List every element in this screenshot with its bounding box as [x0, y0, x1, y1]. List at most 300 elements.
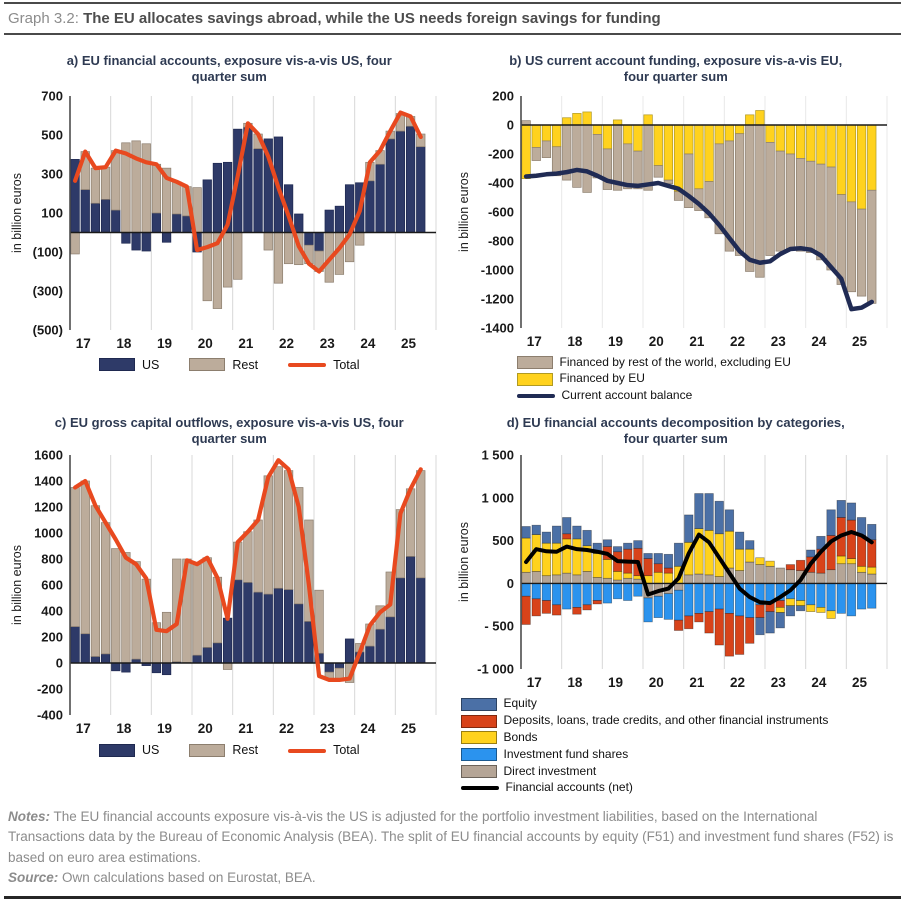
equity-bar	[796, 606, 805, 611]
direct_inv-bar	[786, 570, 795, 584]
y-tick-label: -1200	[480, 291, 514, 306]
inv_fund-bar	[806, 584, 815, 605]
rest-bar	[71, 232, 80, 253]
charts-grid	[4, 35, 901, 795]
x-tick-label: 18	[567, 333, 583, 349]
x-tick-label: 21	[689, 675, 705, 691]
direct_inv-bar	[583, 572, 592, 584]
us-bar	[305, 232, 314, 245]
x-tick-label: 25	[401, 335, 417, 351]
equity-bar	[755, 618, 764, 635]
rest-bar	[132, 140, 141, 232]
equity-bar	[603, 540, 612, 547]
x-tick-label: 23	[770, 675, 786, 691]
legend-label: Current account balance	[561, 388, 693, 403]
y-tick-label: 1000	[34, 525, 64, 541]
legend-item	[288, 743, 359, 757]
inv_fund-bar	[522, 584, 531, 597]
equity-bar	[837, 501, 846, 518]
inv_fund-bar	[715, 584, 724, 610]
equity-bar	[542, 532, 551, 543]
legend-items	[517, 356, 900, 403]
x-tick-label: 19	[607, 675, 623, 691]
row-bar	[583, 125, 592, 192]
rest-bar	[203, 558, 212, 648]
x-tick-label: 22	[729, 333, 745, 349]
bonds-bar	[552, 544, 561, 576]
legend-swatch-icon	[517, 373, 553, 386]
deposits-bar	[725, 614, 734, 657]
rest-bar	[91, 506, 100, 657]
eu-bar	[603, 125, 612, 149]
direct_inv-bar	[562, 574, 571, 584]
eu-bar	[522, 125, 531, 179]
direct_inv-bar	[532, 572, 541, 584]
legend-label: Deposits, loans, trade credits, and other financial instruments	[503, 713, 829, 728]
eu-bar	[674, 125, 683, 192]
legend-item	[189, 358, 258, 372]
bonds-bar	[776, 608, 785, 613]
panel-d-legend	[453, 695, 900, 795]
deposits-bar	[562, 534, 571, 539]
y-tick-label: 500	[492, 533, 514, 549]
eu-bar	[776, 125, 785, 151]
row-bar	[542, 140, 551, 157]
x-tick-label: 17	[75, 335, 91, 351]
rest-bar	[203, 232, 212, 300]
inv_fund-bar	[532, 584, 541, 599]
equity-bar	[766, 612, 775, 633]
direct_inv-bar	[542, 576, 551, 584]
y-tick-label: 0	[506, 117, 514, 132]
direct_inv-bar	[715, 577, 724, 584]
y-tick-label: 1 000	[481, 490, 514, 506]
deposits-bar	[542, 601, 551, 614]
us-bar	[417, 146, 426, 232]
panel-b-legend	[453, 354, 900, 403]
x-tick-label: 18	[116, 335, 132, 351]
bonds-bar	[745, 550, 754, 563]
rest-bar	[356, 232, 365, 245]
y-axis-title: in billion euros	[456, 522, 471, 603]
bonds-bar	[827, 611, 836, 619]
x-tick-label: 18	[116, 721, 132, 737]
direct_inv-bar	[572, 575, 581, 584]
direct_inv-bar	[867, 574, 876, 583]
rest-bar	[254, 520, 263, 592]
graph-title: The EU allocates savings abroad, while the US needs foreign savings for funding	[83, 10, 661, 27]
us-bar	[386, 138, 395, 232]
panel-a-plot	[8, 88, 450, 356]
panel-c-plot	[8, 449, 450, 741]
x-tick-label: 19	[157, 335, 173, 351]
rest-bar	[417, 471, 426, 578]
eu-bar	[755, 110, 764, 125]
legend-label: Total	[333, 357, 360, 372]
eu-bar	[654, 125, 663, 166]
rest-bar	[274, 232, 283, 283]
x-tick-label: 20	[648, 333, 664, 349]
legend-items	[461, 697, 900, 795]
equity-bar	[694, 494, 703, 529]
rest-bar	[244, 532, 253, 583]
row-bar	[816, 164, 825, 260]
us-bar	[203, 648, 212, 664]
legend-label: Bonds	[503, 729, 538, 744]
us-bar	[325, 210, 334, 232]
panel-d-plot	[455, 449, 897, 695]
us-bar	[213, 643, 222, 663]
inv_fund-bar	[837, 584, 846, 614]
us-bar	[285, 590, 294, 663]
y-tick-label: -400	[37, 707, 64, 723]
bonds-bar	[857, 567, 866, 573]
direct_inv-bar	[694, 574, 703, 583]
us-bar	[315, 232, 324, 251]
y-tick-label: 0	[56, 655, 64, 671]
row-bar	[827, 167, 836, 270]
inv_fund-bar	[694, 584, 703, 614]
y-tick-label: 400	[41, 603, 64, 619]
us-bar	[396, 578, 405, 663]
direct_inv-bar	[816, 574, 825, 584]
legend-swatch-icon	[99, 744, 135, 757]
direct_inv-bar	[837, 564, 846, 584]
y-axis-title: in billion euros	[456, 171, 471, 252]
deposits-bar	[684, 616, 693, 629]
rest-bar	[91, 168, 100, 203]
us-bar	[254, 148, 263, 232]
inv_fund-bar	[796, 584, 805, 601]
deposits-bar	[745, 618, 754, 644]
y-tick-label: - 500	[484, 619, 514, 635]
x-tick-label: 23	[319, 721, 335, 737]
eu-bar	[827, 125, 836, 167]
y-tick-label: 1600	[34, 449, 64, 463]
us-bar	[81, 189, 90, 232]
legend-swatch-icon	[288, 363, 326, 367]
inv_fund-bar	[816, 584, 825, 608]
legend-label: Rest	[232, 357, 259, 372]
us-bar	[193, 656, 202, 664]
x-tick-label: 24	[360, 721, 376, 737]
inv_fund-bar	[867, 584, 876, 609]
legend-swatch-icon	[99, 358, 135, 371]
row-bar	[735, 133, 744, 255]
us-bar	[244, 583, 253, 664]
legend-label: US	[142, 743, 160, 758]
bonds-bar	[796, 601, 805, 606]
y-tick-label: (500)	[32, 322, 64, 337]
direct_inv-bar	[827, 570, 836, 584]
us-bar	[112, 663, 121, 671]
equity-bar	[715, 502, 724, 535]
bonds-bar	[562, 539, 571, 573]
us-bar	[102, 199, 111, 232]
equity-bar	[633, 541, 642, 549]
y-tick-label: (100)	[32, 244, 64, 259]
x-tick-label: 21	[238, 335, 254, 351]
equity-bar	[562, 518, 571, 534]
deposits-bar	[522, 597, 531, 625]
deposits-bar	[593, 601, 602, 604]
rest-bar	[285, 232, 294, 263]
legend-swatch-icon	[517, 394, 555, 398]
legend-swatch-icon	[517, 356, 553, 369]
x-tick-label: 19	[607, 333, 623, 349]
us-bar	[152, 663, 161, 673]
legend-item	[99, 358, 159, 372]
us-bar	[396, 131, 405, 232]
deposits-bar	[715, 609, 724, 645]
legend-item	[517, 356, 900, 370]
panel-b-plot	[455, 88, 897, 354]
panel-a-title: a) EU financial accounts, exposure vis-a-vis US, four quarter sum	[66, 53, 392, 85]
x-tick-label: 20	[197, 335, 213, 351]
legend-item	[461, 714, 900, 728]
rest-bar	[102, 523, 111, 654]
deposits-bar	[644, 559, 653, 576]
row-bar	[766, 142, 775, 255]
bonds-bar	[786, 599, 795, 606]
bonds-bar	[755, 558, 764, 565]
x-tick-label: 25	[851, 675, 867, 691]
row-bar	[786, 154, 795, 248]
inv_fund-bar	[572, 584, 581, 608]
eu-bar	[867, 125, 876, 190]
y-tick-label: -200	[487, 146, 514, 161]
legend-item	[461, 748, 900, 762]
us-bar	[132, 232, 141, 250]
row-bar	[623, 143, 632, 188]
x-tick-label: 23	[319, 335, 335, 351]
legend-label: Rest	[232, 743, 259, 758]
equity-bar	[735, 532, 744, 549]
chart-d-canvas	[455, 449, 897, 695]
deposits-bar	[664, 568, 673, 573]
x-tick-label: 24	[360, 335, 376, 351]
legend-swatch-icon	[189, 358, 225, 371]
legend-items	[6, 358, 453, 372]
us-bar	[152, 213, 161, 233]
eu-bar	[705, 125, 714, 182]
us-bar	[122, 232, 131, 243]
graph-number: Graph 3.2:	[8, 10, 79, 27]
row-bar	[755, 125, 764, 277]
direct_inv-bar	[847, 564, 856, 584]
eu-bar	[806, 125, 815, 161]
deposits-bar	[847, 520, 856, 559]
legend-swatch-icon	[461, 765, 497, 778]
inv_fund-bar	[654, 597, 663, 618]
equity-bar	[674, 544, 683, 567]
legend-item	[288, 358, 359, 372]
row-bar	[776, 151, 785, 251]
us-bar	[295, 604, 304, 663]
bonds-bar	[867, 568, 876, 575]
row-bar	[867, 190, 876, 303]
panel-a-legend	[6, 356, 453, 372]
legend-swatch-icon	[461, 748, 497, 761]
inv_fund-bar	[593, 584, 602, 601]
inv_fund-bar	[664, 594, 673, 620]
bonds-bar	[816, 608, 825, 613]
rest-bar	[132, 562, 141, 660]
row-bar	[572, 125, 581, 187]
us-bar	[112, 210, 121, 232]
equity-bar	[867, 525, 876, 540]
y-axis-title: in billion euros	[10, 545, 25, 626]
inv_fund-bar	[633, 584, 642, 597]
rest-bar	[193, 565, 202, 656]
us-bar	[346, 639, 355, 663]
direct_inv-bar	[623, 579, 632, 584]
us-bar	[335, 663, 344, 668]
legend-item	[461, 781, 900, 795]
eu-bar	[857, 125, 866, 209]
row-bar	[633, 151, 642, 189]
x-tick-label: 18	[567, 675, 583, 691]
us-bar	[102, 654, 111, 663]
notes-text: The EU financial accounts exposure vis-à-vis the US is adjusted for the portfolio investment liabilities, based on the International Transactions data by the Bureau of Economic Analysis (BEA). The split of EU financial accounts by equity (F51) and investment fund shares (F52) is based on euro area estimations.	[8, 809, 894, 865]
rest-bar	[102, 167, 111, 199]
legend-label: US	[142, 357, 160, 372]
us-bar	[376, 164, 385, 232]
eu-bar	[562, 117, 571, 124]
eu-bar	[715, 125, 724, 144]
us-bar	[386, 617, 395, 663]
legend-swatch-icon	[189, 744, 225, 757]
rest-bar	[112, 549, 121, 663]
rest-bar	[274, 467, 283, 589]
deposits-bar	[776, 601, 785, 608]
row-bar	[654, 165, 663, 177]
rest-bar	[81, 481, 90, 634]
legend-swatch-icon	[461, 715, 497, 728]
eu-bar	[694, 125, 703, 189]
inv_fund-bar	[623, 584, 632, 601]
x-tick-label: 21	[689, 333, 705, 349]
rest-bar	[122, 553, 131, 664]
deposits-bar	[583, 605, 592, 610]
eu-bar	[623, 125, 632, 144]
bonds-bar	[664, 574, 673, 584]
y-tick-label: 100	[41, 205, 64, 220]
eu-bar	[613, 119, 622, 124]
x-tick-label: 25	[401, 721, 417, 737]
equity-bar	[664, 555, 673, 569]
eu-bar	[583, 111, 592, 124]
rest-bar	[112, 150, 121, 209]
inv_fund-bar	[562, 584, 571, 610]
row-bar	[644, 125, 653, 190]
eu-bar	[735, 125, 744, 134]
equity-bar	[745, 541, 754, 550]
x-tick-label: 22	[279, 721, 295, 737]
us-bar	[295, 213, 304, 232]
eu-bar	[633, 125, 642, 151]
x-tick-label: 17	[526, 333, 542, 349]
eu-bar	[816, 125, 825, 164]
direct_inv-bar	[552, 575, 561, 584]
y-tick-label: 0	[506, 576, 514, 592]
panel-a	[6, 41, 453, 403]
us-bar	[366, 646, 375, 663]
eu-bar	[572, 113, 581, 125]
eu-bar	[837, 125, 846, 195]
legend-item	[517, 372, 900, 386]
eu-bar	[847, 125, 856, 202]
bonds-bar	[593, 554, 602, 578]
inv_fund-bar	[705, 584, 714, 612]
legend-item	[517, 389, 900, 403]
equity-bar	[613, 547, 622, 552]
us-bar	[203, 179, 212, 232]
us-bar	[325, 663, 334, 672]
rest-bar	[173, 181, 182, 213]
equity-bar	[644, 554, 653, 559]
legend-swatch-icon	[461, 731, 497, 744]
direct_inv-bar	[806, 573, 815, 584]
row-bar	[837, 194, 846, 284]
direct_inv-bar	[776, 568, 785, 583]
bonds-bar	[725, 532, 734, 569]
y-tick-label: 1200	[34, 499, 64, 515]
legend-label: Financial accounts (net)	[505, 780, 633, 795]
eu-bar	[532, 125, 541, 147]
graph-header	[4, 2, 901, 35]
bonds-bar	[837, 556, 846, 564]
equity-bar	[786, 606, 795, 616]
legend-label: Financed by rest of the world, excluding EU	[559, 354, 791, 369]
x-tick-label: 23	[770, 333, 786, 349]
direct_inv-bar	[684, 575, 693, 584]
rest-bar	[71, 488, 80, 627]
eu-bar	[796, 125, 805, 158]
eu-bar	[786, 125, 795, 154]
bonds-bar	[623, 574, 632, 579]
x-tick-label: 22	[729, 675, 745, 691]
x-tick-label: 24	[811, 333, 827, 349]
deposits-bar	[735, 616, 744, 655]
deposits-bar	[572, 608, 581, 615]
us-bar	[91, 203, 100, 232]
panel-c	[6, 403, 453, 795]
panel-b-title: b) US current account funding, exposure vis-a-vis EU, four quarter sum	[509, 53, 843, 85]
legend-items	[6, 743, 453, 757]
eu-bar	[725, 125, 734, 141]
y-tick-label: 800	[41, 551, 64, 567]
inv_fund-bar	[847, 584, 856, 617]
inv_fund-bar	[674, 591, 683, 621]
y-tick-label: 200	[41, 629, 64, 645]
x-tick-label: 17	[75, 721, 91, 737]
equity-bar	[776, 613, 785, 628]
equity-bar	[522, 527, 531, 539]
x-tick-label: 20	[197, 721, 213, 737]
inv_fund-bar	[542, 584, 551, 601]
x-tick-label: 19	[157, 721, 173, 737]
equity-bar	[532, 526, 541, 535]
rest-bar	[224, 232, 233, 287]
equity-bar	[552, 526, 561, 543]
row-bar	[532, 147, 541, 160]
equity-bar	[684, 515, 693, 542]
bonds-bar	[603, 560, 612, 579]
y-tick-label: 1400	[34, 473, 64, 489]
bonds-bar	[735, 550, 744, 571]
equity-bar	[725, 510, 734, 531]
